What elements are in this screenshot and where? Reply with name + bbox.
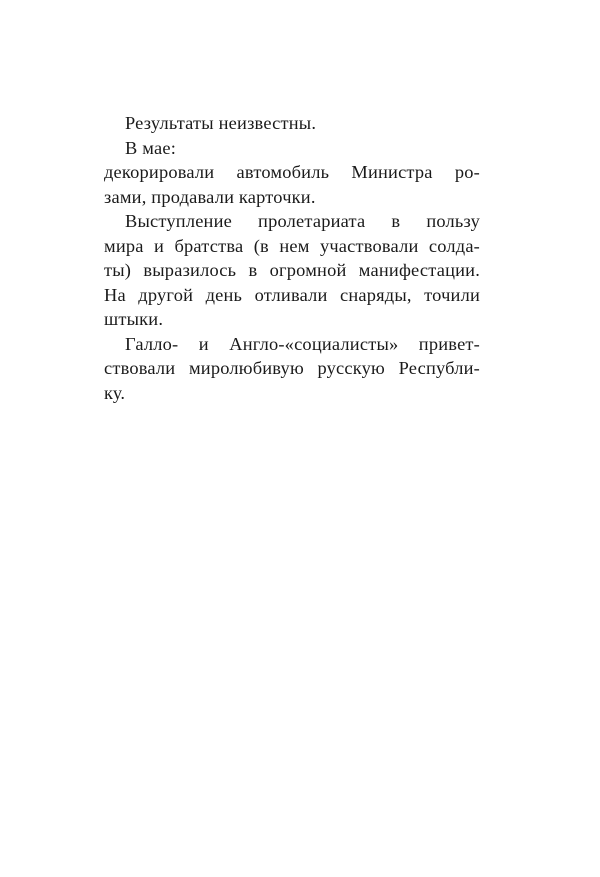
text-line: Результаты неизвестны.: [125, 113, 317, 133]
text-line: ты) выразилось в огромной манифестации.: [104, 260, 480, 280]
body-text: [104, 111, 480, 405]
text-line: декорировали автомобиль Министра ро-: [104, 162, 480, 182]
text-line: Выступление пролетариата в пользу: [125, 211, 480, 231]
text-line: ку.: [104, 382, 126, 403]
text-line: ствовали миролюбивую русскую Республи-: [104, 358, 480, 378]
text-line: мира и братства (в нем участвовали солда-: [104, 235, 480, 256]
text-line: Галло- и Англо-«социалисты» привет-: [125, 333, 480, 354]
text-line: штыки.: [104, 309, 164, 329]
text-line: зами, продавали карточки.: [104, 186, 316, 207]
text-line: На другой день отливали снаряды, точили: [104, 284, 480, 305]
text-line: В мае:: [125, 137, 177, 158]
